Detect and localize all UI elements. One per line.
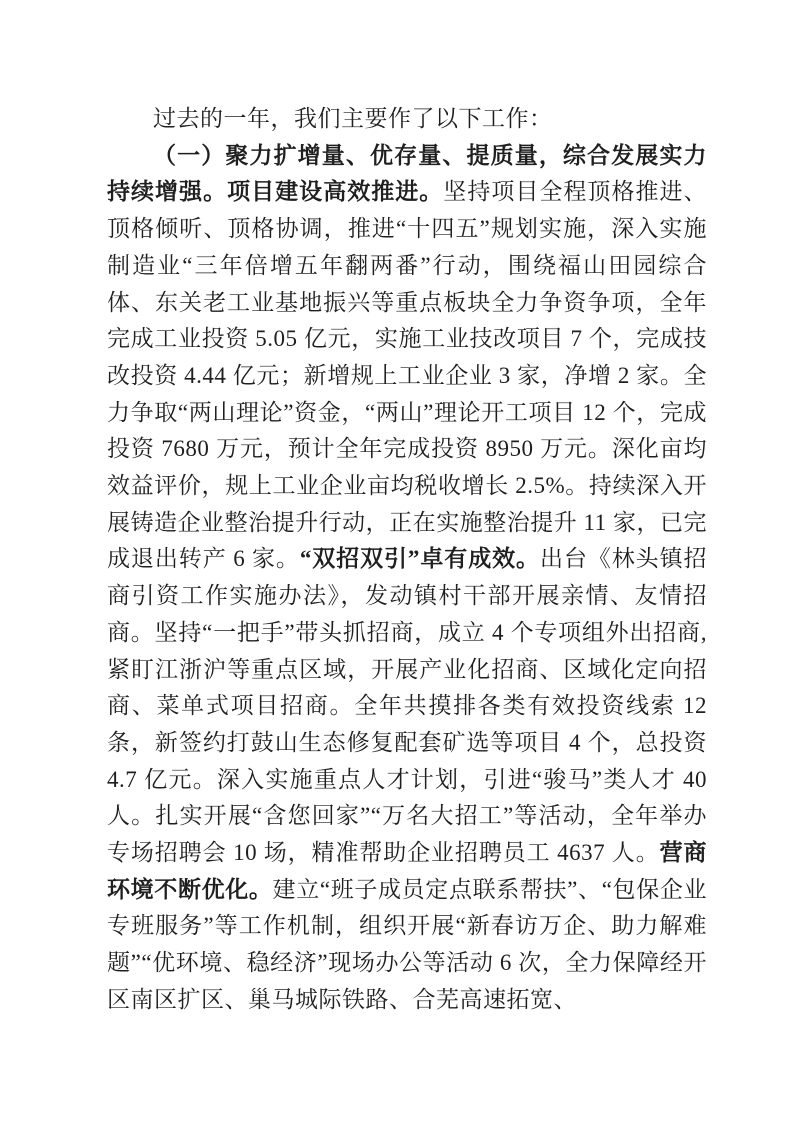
text-run: 过去的一年，我们主要作了以下工作： — [153, 106, 553, 131]
document-body — [107, 101, 707, 1019]
text-run: 出台《林头镇招商引资工作实施办法》，发动镇村干部开展亲情、友情招商。坚持“一把手”带头抓招商，成立 4 个专项组外出招商,紧盯江浙沪等重点区域，开展产业化招商、区域化定向招商、菜单式项目招商。全年共摸排各类有效投资线索 12 条，新签约打鼓山生态修复配套矿选等项目 4 个，总投资 4.7 亿元。深入实施重点人才计划，引进“骏马”类人才 40 人。扎实开展“含您回家”“万名大招工”等活动，全年举办专场招聘会 10 场，精准帮助企业招聘员工 4637 人。 — [107, 546, 708, 866]
bold-text-run: 营商环境不断优化。 — [107, 840, 708, 902]
bold-text-run: “双招双引”卓有成效。 — [299, 546, 540, 572]
bold-text-run: （一）聚力扩增量、优存量、提质量，综合发展实力持续增强。 — [107, 142, 707, 205]
intro-paragraph — [107, 101, 707, 138]
text-run: 建立“班子成员定点联系帮扶”、“包保企业专班服务”等工作机制，组织开展“新春访万企、助力解难题”“优环境、稳经济”现场办公等活动 6 次，全力保障经开区南区扩区、巢马城际铁路、合芜高速拓宽、 — [107, 876, 707, 1012]
text-run: 坚持项目全程顶格推进、顶格倾听、顶格协调，推进“十四五”规划实施，深入实施制造业“三年倍增五年翻两番”行动，围绕福山田园综合体、东关老工业基地振兴等重点板块全力争资争项，全年完成工业投资 5.05 亿元，实施工业技改项目 7 个，完成技改投资 4.44 亿元；新增规上工业企业 3 家，净增 2 家。全力争取“两山理论”资金，“两山”理论开工项目 12 个，完成投资 7680 万元，预计全年完成投资 8950 万元。深化亩均效益评价，规上工业企业亩均税收增长 2.5%。持续深入开展铸造企业整治提升行动，正在实施整治提升 11 家，已完成退出转产 6 家。 — [107, 179, 708, 572]
section-one-paragraph — [107, 138, 707, 1019]
bold-text-run: 项目建设高效推进。 — [227, 179, 444, 205]
